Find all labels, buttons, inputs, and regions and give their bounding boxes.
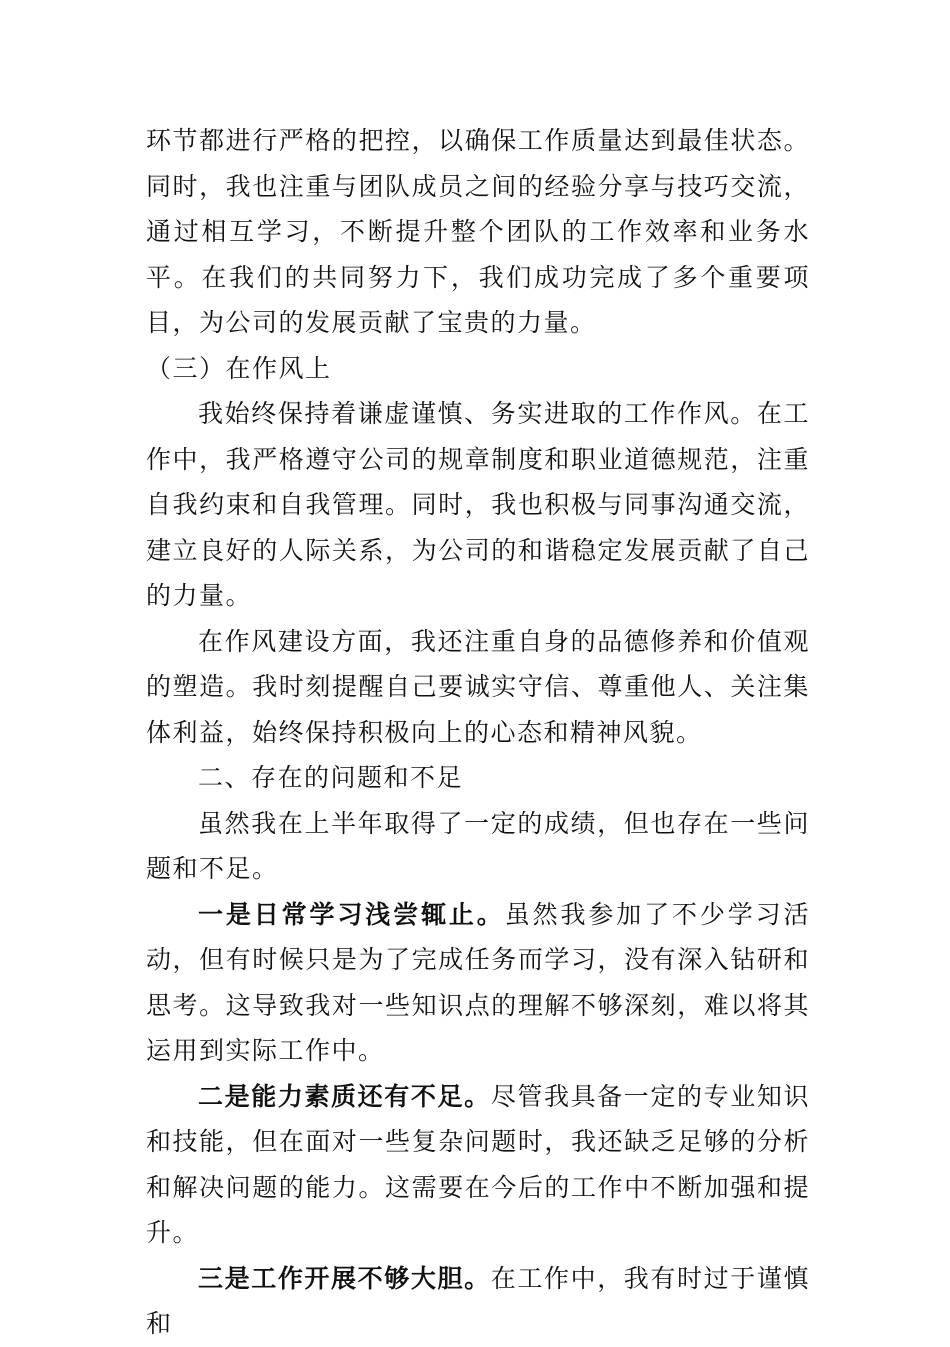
document-page — [146, 118, 810, 1347]
problem-1-text: 虽然我参加了不少学习活动，但有时候只是为了完成任务而学习，没有深入钻研和思考。这导致我对一些知识点的理解不够深刻，难以将其运用到实际工作中。 — [146, 899, 810, 1065]
paragraph-quality-control: 环节都进行严格的把控，以确保工作质量达到最佳状态。同时，我也注重与团队成员之间的经验分享与技巧交流，通过相互学习，不断提升整个团队的工作效率和业务水平。在我们的共同努力下，我们成功完成了多个重要项目，为公司的发展贡献了宝贵的力量。 — [146, 126, 810, 337]
paragraph-problem-3 — [146, 1256, 810, 1347]
paragraph-style-building: 在作风建设方面，我还注重自身的品德修养和价值观的塑造。我时刻提醒自己要诚实守信、尊重他人、关注集体利益，始终保持积极向上的心态和精神风貌。 — [146, 626, 810, 747]
paragraph-problem-2 — [146, 1074, 810, 1256]
problem-3-lead: 三是工作开展不够大胆。 — [198, 1263, 491, 1293]
problem-3-text: 在工作中，我有时过于谨慎和 — [146, 1263, 810, 1338]
paragraph-problem-1 — [146, 892, 810, 1074]
problem-2-text: 尽管我具备一定的专业知识和技能，但在面对一些复杂问题时，我还缺乏足够的分析和解决问题的能力。这需要在今后的工作中不断加强和提升。 — [146, 1081, 810, 1247]
paragraph-work-style: 我始终保持着谦虚谨慎、务实进取的工作作风。在工作中，我严格遵守公司的规章制度和职业道德规范，注重自我约束和自我管理。同时，我也积极与同事沟通交流，建立良好的人际关系，为公司的和谐稳定发展贡献了自己的力量。 — [146, 399, 810, 610]
heading-problems: 二、存在的问题和不足 — [198, 763, 464, 792]
problem-2-lead: 二是能力素质还有不足。 — [198, 1081, 491, 1111]
subheading-work-style: （三）在作风上 — [146, 353, 332, 383]
problem-1-lead: 一是日常学习浅尝辄止。 — [198, 899, 505, 929]
paragraph-problems-intro: 虽然我在上半年取得了一定的成绩，但也存在一些问题和不足。 — [146, 808, 810, 883]
